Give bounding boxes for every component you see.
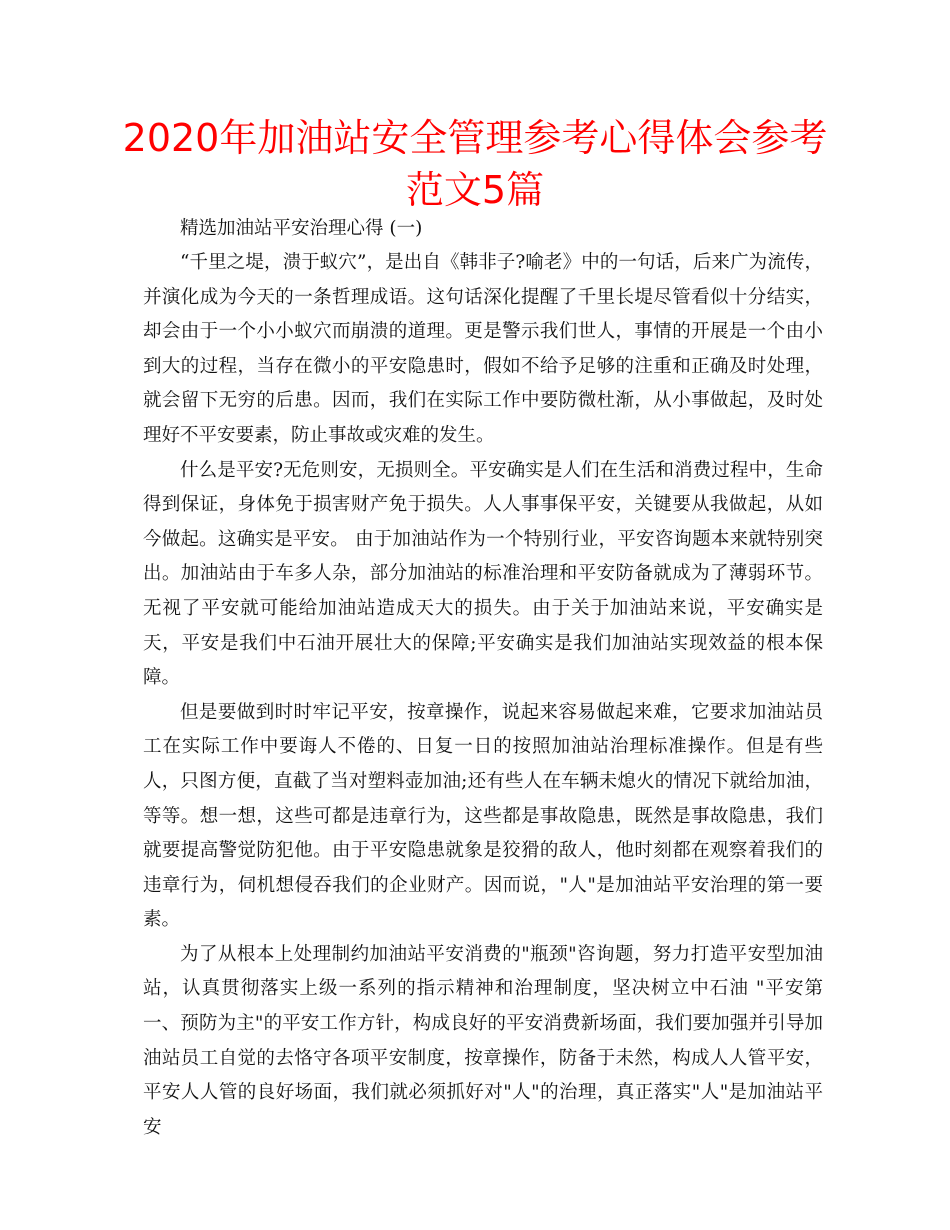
document-title xyxy=(120,112,830,216)
paragraph-2: 什么是平安?无危则安，无损则全。平安确实是人们在生活和消费过程中，生命得到保证，身体免于损害财产免于损失。人人事事保平安，关键要从我做起，从如今做起。这确实是平安。 由于加油站作为一个特别行业，平安咨询题本来就特别突出。加油站由于车多人杂，部分加油站的标准治理和平安防备就成为了薄弱环节。无视了平安就可能给加油站造成天大的损失。由于关于加油站来说，平安确实是天，平安是我们中石油开展壮大的保障;平安确实是我们加油站实现效益的根本保障。 xyxy=(143,459,823,689)
document-body xyxy=(143,212,823,1145)
paragraph-1: “千里之堤，溃于蚁穴”，是出自《韩非子?喻老》中的一句话，后来广为流传，并演化成为今天的一条哲理成语。这句话深化提醒了千里长堤尽管看似十分结实，却会由于一个小小蚁穴而崩溃的道理。更是警示我们世人，事情的开展是一个由小到大的过程，当存在微小的平安隐患时，假如不给予足够的注重和正确及时处理，就会留下无穷的后患。因而，我们在实际工作中要防微杜渐，从小事做起，及时处理好不平安要素，防止事故或灾难的发生。 xyxy=(143,252,823,446)
title-line-1: 2020年加油站安全管理参考心得体会参考 xyxy=(122,116,828,160)
title-line-2: 范文5篇 xyxy=(405,168,545,212)
paragraph-3: 但是要做到时时牢记平安，按章操作，说起来容易做起来难，它要求加油站员工在实际工作中要诲人不倦的、日复一日的按照加油站治理标准操作。但是有些人，只图方便，直截了当对塑料壶加油;还有些人在车辆未熄火的情况下就给加油，等等。想一想，这些可都是违章行为，这些都是事故隐患，既然是事故隐患，我们就要提高警觉防犯他。由于平安隐患就象是狡猾的敌人，他时刻都在观察着我们的违章行为，伺机想侵吞我们的企业财产。因而说，"人"是加油站平安治理的第一要素。 xyxy=(143,701,823,931)
section-subheading: 精选加油站平安治理心得 (一) xyxy=(180,218,423,239)
paragraph-4: 为了从根本上处理制约加油站平安消费的"瓶颈"咨询题，努力打造平安型加油站，认真贯彻落实上级一系列的指示精神和治理制度，坚决树立中石油 "平安第一、预防为主"的平安工作方针，构成良好的平安消费新场面，我们要加强并引导加油站员工自觉的去恪守各项平安制度，按章操作，防备于未然，构成人人管平安，平安人人管的良好场面，我们就必须抓好对"人"的治理，真正落实"人"是加油站平安 xyxy=(143,943,823,1138)
